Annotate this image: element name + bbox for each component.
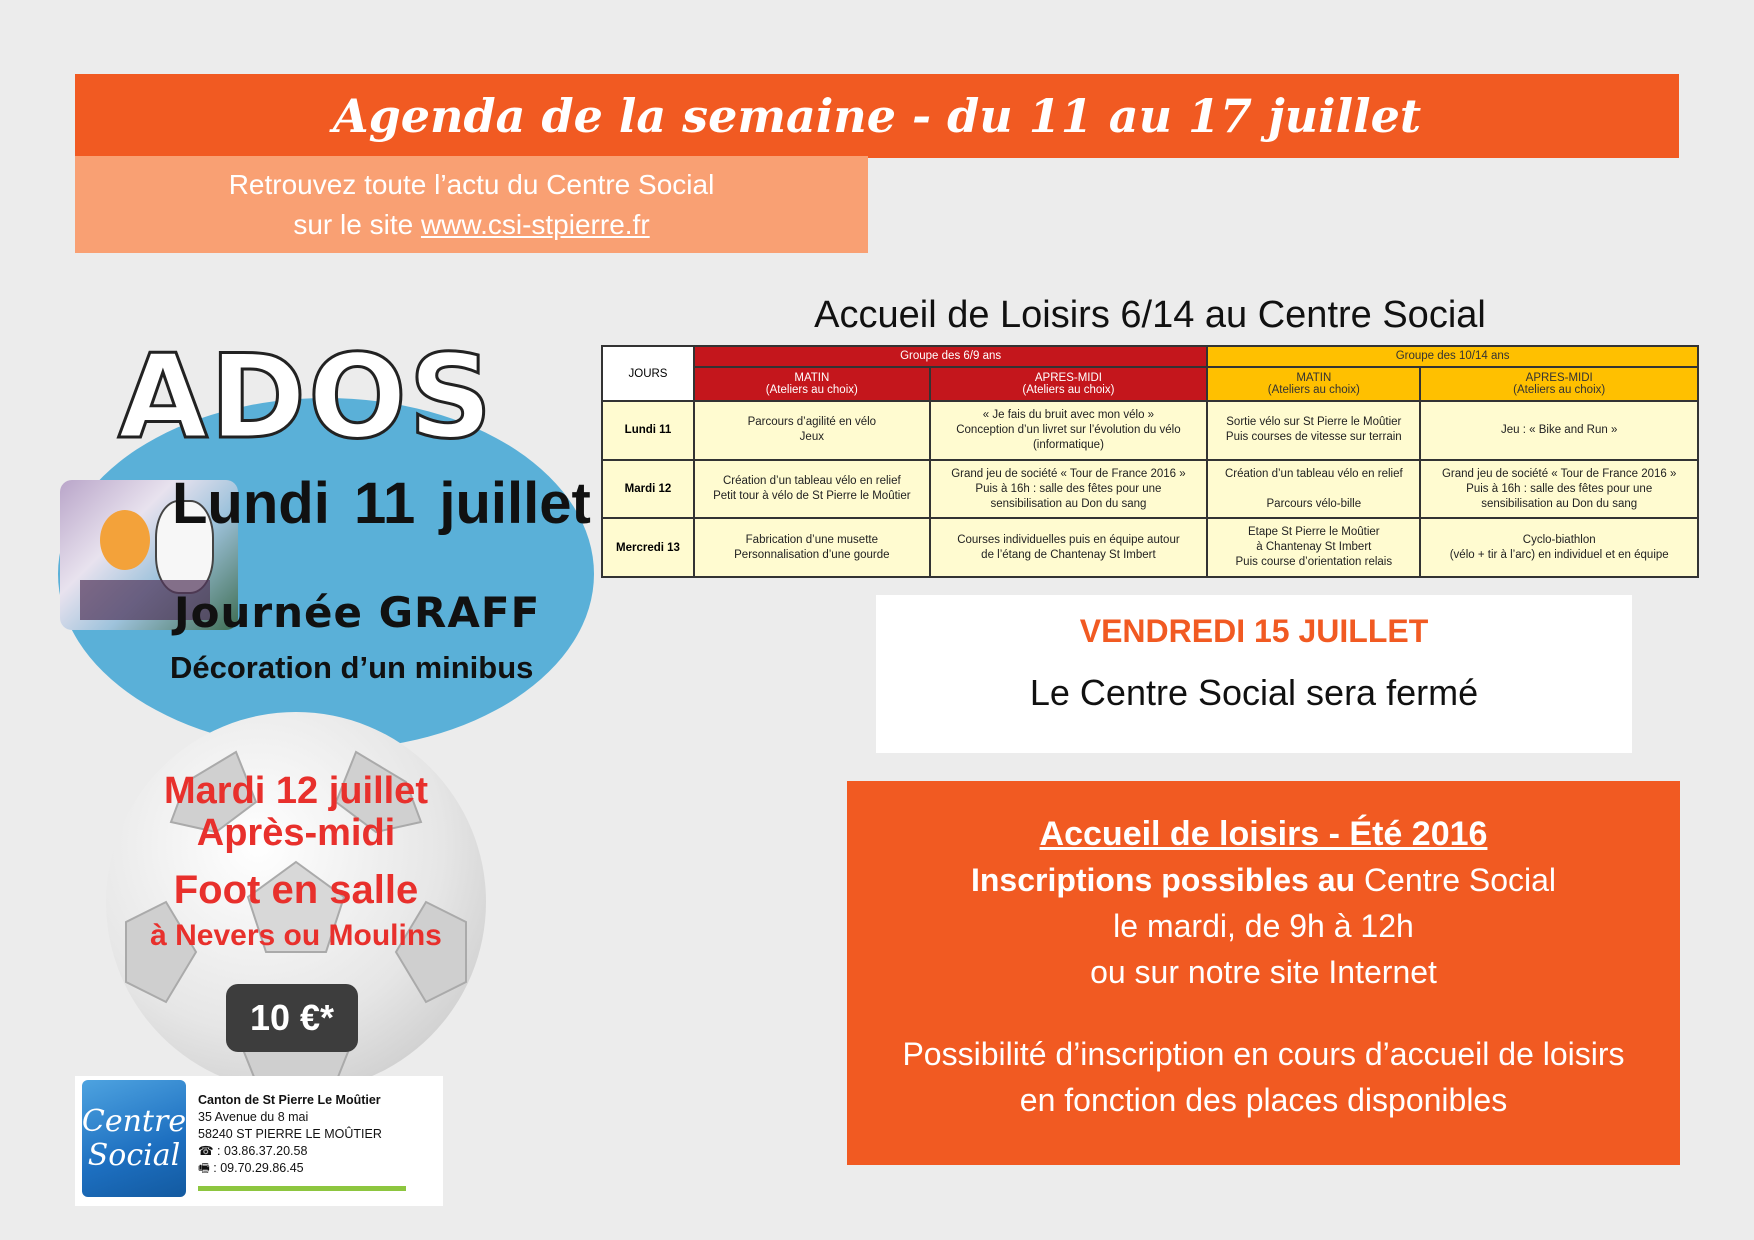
logo-line1: Centre <box>81 1103 187 1139</box>
contact-line1: Canton de St Pierre Le Moûtier <box>198 1093 381 1107</box>
vendredi-text: Le Centre Social sera fermé <box>1029 672 1479 713</box>
activity-cell: Etape St Pierre le Moûtier à Chantenay St Imbert Puis course d’orientation relais <box>1207 518 1420 577</box>
activity-cell: Sortie vélo sur St Pierre le Moûtier Puis courses de vitesse sur terrain <box>1207 401 1420 460</box>
price-badge: 10 €* <box>226 984 358 1052</box>
agenda-header <box>75 74 1679 158</box>
activity-cell: Fabrication d’une musette Personnalisation d’une gourde <box>694 518 930 577</box>
activity-cell: Grand jeu de société « Tour de France 2016 » Puis à 16h : salle des fêtes pour une sensibilisation au Don du sang <box>930 460 1208 519</box>
foot-event <box>106 770 486 954</box>
contact-info <box>198 1092 382 1177</box>
activity-cell: « Je fais du bruit avec mon vélo » Conception d’un livret sur l’évolution du vélo (informatique) <box>930 401 1208 460</box>
inscriptions-box <box>847 781 1680 1165</box>
activity-cell: Création d’un tableau vélo en relief Petit tour à vélo de St Pierre le Moûtier <box>694 460 930 519</box>
table-row <box>602 401 1698 460</box>
activity-cell: Création d’un tableau vélo en relief Parcours vélo-bille <box>1207 460 1420 519</box>
activity-cell: Cyclo-biathlon (vélo + tir à l’arc) en individuel et en équipe <box>1420 518 1698 577</box>
activity-cell: Grand jeu de société « Tour de France 2016 » Puis à 16h : salle des fêtes pour une sensibilisation au Don du sang <box>1420 460 1698 519</box>
activity-cell: Courses individuelles puis en équipe autour de l’étang de Chantenay St Imbert <box>930 518 1208 577</box>
g1-apres-header: APRES-MIDI (Ateliers au choix) <box>930 367 1208 401</box>
agenda-title: Agenda de la semaine - du 11 au 17 juillet <box>332 89 1422 143</box>
g2-matin-header: MATIN (Ateliers au choix) <box>1207 367 1420 401</box>
vendredi-notice <box>876 595 1632 753</box>
lundi-date: Lundi 11 juillet <box>172 471 591 536</box>
jours-header: JOURS <box>602 346 694 401</box>
mardi-date: Mardi 12 juillet <box>164 770 428 812</box>
loisirs-schedule-table <box>601 345 1699 578</box>
loisirs-title: Accueil de Loisirs 6/14 au Centre Social <box>814 294 1486 336</box>
table-row <box>602 460 1698 519</box>
contact-address: 35 Avenue du 8 mai <box>198 1110 309 1124</box>
contact-accent-line <box>198 1186 406 1191</box>
day-cell: Mardi 12 <box>602 460 694 519</box>
group1-header: Groupe des 6/9 ans <box>694 346 1207 367</box>
site-link[interactable]: www.csi-stpierre.fr <box>420 208 650 240</box>
site-banner-prefix: sur le site <box>293 208 421 240</box>
inscriptions-heading: Accueil de loisirs - Été 2016 <box>1039 815 1488 853</box>
apres-midi-label: Après-midi <box>196 812 396 854</box>
activity-cell: Parcours d’agilité en vélo Jeux <box>694 401 930 460</box>
g1-matin-header: MATIN (Ateliers au choix) <box>694 367 930 401</box>
contact-phone: ☎ : 03.86.37.20.58 <box>198 1144 308 1158</box>
day-cell: Mercredi 13 <box>602 518 694 577</box>
inscriptions-line6: en fonction des places disponibles <box>1019 1082 1508 1118</box>
day-cell: Lundi 11 <box>602 401 694 460</box>
inscriptions-line5: Possibilité d’inscription en cours d’accueil de loisirs <box>902 1036 1625 1072</box>
foot-location: à Nevers ou Moulins <box>150 919 442 952</box>
inscriptions-line3: le mardi, de 9h à 12h <box>1113 908 1414 944</box>
contact-fax: 🖷 : 09.70.29.86.45 <box>198 1161 304 1175</box>
vendredi-title: VENDREDI 15 JUILLET <box>1079 613 1429 649</box>
site-banner <box>75 156 868 253</box>
inscriptions-line2: Inscriptions possibles au Centre Social <box>970 862 1557 898</box>
foot-title: Foot en salle <box>173 868 419 912</box>
inscriptions-line4: ou sur notre site Internet <box>1090 954 1437 990</box>
activity-cell: Jeu : « Bike and Run » <box>1420 401 1698 460</box>
contact-city: 58240 ST PIERRE LE MOÛTIER <box>198 1127 382 1141</box>
site-banner-line1: Retrouvez toute l’actu du Centre Social <box>228 168 715 200</box>
centre-social-logo <box>82 1080 186 1197</box>
graff-day-title: Journée GRAFF <box>174 588 541 637</box>
minibus-decoration: Décoration d’un minibus <box>170 650 534 685</box>
table-row <box>602 518 1698 577</box>
group2-header: Groupe des 10/14 ans <box>1207 346 1698 367</box>
logo-line2: Social <box>87 1137 181 1173</box>
g2-apres-header: APRES-MIDI (Ateliers au choix) <box>1420 367 1698 401</box>
site-banner-line2 <box>75 205 868 245</box>
ados-title: ADOS <box>118 330 495 465</box>
